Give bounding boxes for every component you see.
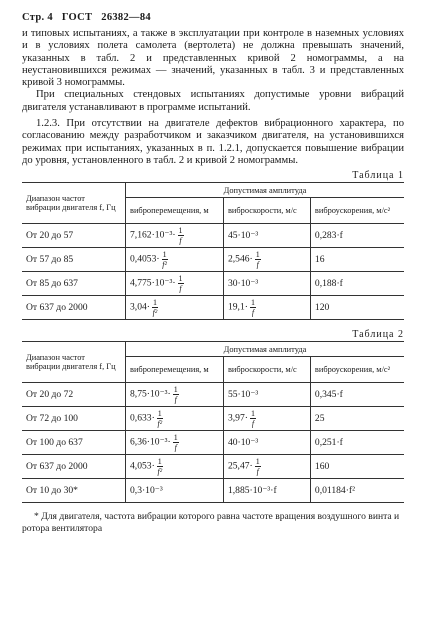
velocity-cell: [223, 479, 310, 503]
paragraph-continuation: и типовых испытаниях, а также в эксплуатации при контроле в наземных условиях и в условиях полета самолета (вертолета) не должна превышать значений, указанных в табл. 2 и представленных кривой 2 номограммы, а на неустановившихся режимах — значений, указанных в табл. 3 и представленных кривой 3 номограммы.: [22, 28, 404, 89]
table2-row: [22, 431, 404, 455]
fraction: $\frac{1}{\text{f²}}$: [152, 298, 158, 318]
displacement-cell: [126, 431, 224, 455]
freq-range-cell: [22, 455, 126, 479]
acceleration-cell-value: 0,01184·f²: [314, 485, 355, 497]
displacement-cell-value: 0,4053·: [130, 253, 160, 265]
acceleration-cell: [310, 272, 404, 296]
acceleration-cell-value: 25: [314, 413, 325, 425]
velocity-cell: [223, 431, 310, 455]
footnote: * Для двигателя, частота вибрации которого равна частоте вращения воздушного винта и ротора вентилятора: [22, 511, 400, 534]
table2-caption: Таблица 2: [352, 329, 404, 341]
acceleration-cell: [310, 455, 404, 479]
fraction: $\frac{1}{f}$: [178, 274, 183, 294]
table-1: [22, 182, 404, 320]
acceleration-cell: [310, 248, 404, 272]
table2-col-range: Диапазон частот вибрации двигателя f, Гц: [22, 342, 126, 383]
acceleration-cell-value: 0,188·f: [314, 278, 343, 290]
gost-number: 26382—84: [101, 12, 151, 23]
freq-range-cell: [22, 383, 126, 407]
velocity-cell: [223, 248, 310, 272]
freq-range-cell-value: От 85 до 637: [26, 278, 78, 290]
table1-caption: Таблица 1: [352, 170, 404, 182]
velocity-cell-value: 40·10⁻³: [227, 437, 259, 449]
displacement-cell-value: 4,053·: [130, 460, 155, 472]
acceleration-cell: [310, 296, 404, 320]
velocity-cell-value: 25,47·: [227, 460, 253, 472]
fraction: $\frac{1}{\text{f²}}$: [157, 457, 163, 477]
displacement-cell-value: 3,04·: [130, 301, 150, 313]
fraction: $\frac{1}{f}$: [250, 298, 255, 318]
gost-label: ГОСТ: [61, 12, 93, 23]
fraction: $\frac{1}{f}$: [173, 433, 178, 453]
freq-range-cell-value: От 637 до 2000: [26, 302, 88, 314]
velocity-cell-value: 2,546·: [227, 253, 253, 265]
displacement-cell: [126, 407, 224, 431]
velocity-cell-value: 3,97·: [227, 412, 248, 424]
freq-range-cell-value: От 20 до 72: [26, 389, 74, 401]
velocity-cell-value: 30·10⁻³: [227, 278, 259, 290]
fraction: $\frac{1}{f}$: [255, 457, 260, 477]
acceleration-cell-value: 0,345·f: [314, 389, 343, 401]
acceleration-cell-value: 0,283·f: [314, 230, 343, 242]
displacement-cell: [126, 455, 224, 479]
velocity-cell-value: 55·10⁻³: [227, 389, 259, 401]
freq-range-cell-value: От 57 до 85: [26, 254, 74, 266]
velocity-cell-value: 1,885·10⁻³·f: [227, 485, 277, 497]
acceleration-cell-value: 120: [314, 302, 330, 314]
velocity-cell: [223, 272, 310, 296]
table2-row: [22, 455, 404, 479]
velocity-cell-value: 19,1·: [227, 301, 248, 313]
acceleration-cell-value: 16: [314, 254, 325, 266]
table1-col-amplitude: Допустимая амплитуда: [126, 183, 405, 198]
displacement-cell-value: 4,775·10⁻³·: [130, 277, 176, 289]
acceleration-cell: [310, 224, 404, 248]
velocity-cell: [223, 407, 310, 431]
acceleration-cell: [310, 383, 404, 407]
page-header: [22, 12, 404, 28]
table1-col-acc: виброускорения, м/с²: [310, 198, 404, 224]
acceleration-cell: [310, 479, 404, 503]
table1-col-disp: виброперемещения, м: [126, 198, 224, 224]
table1-col-vel: виброскорости, м/с: [223, 198, 310, 224]
page-number: Стр. 4: [22, 12, 53, 23]
velocity-cell: [223, 224, 310, 248]
displacement-cell: [126, 248, 224, 272]
table2-col-amplitude: Допустимая амплитуда: [126, 342, 405, 357]
fraction: $\frac{1}{\text{f²}}$: [162, 250, 167, 270]
table1-row: [22, 272, 404, 296]
displacement-cell-value: 7,162·10⁻³·: [130, 229, 176, 241]
fraction: $\frac{1}{f}$: [178, 226, 183, 246]
acceleration-cell-value: 0,251·f: [314, 437, 343, 449]
freq-range-cell: [22, 224, 126, 248]
acceleration-cell: [310, 407, 404, 431]
fraction: $\frac{1}{\text{f²}}$: [157, 409, 163, 429]
freq-range-cell: [22, 479, 126, 503]
displacement-cell: [126, 296, 224, 320]
table-2: [22, 341, 404, 503]
displacement-cell: [126, 272, 224, 296]
paragraph-1-2-3: 1.2.3. При отсутствии на двигателе дефектов вибрационного характера, по согласованию между разработчиком и заказчиком двигателя, на установившихся режимах при испытаниях, указанных в п. 1.2.1, допускается повышение вибрации до уровня, установленного в табл. 2 и кривой 2 номограммы.: [22, 118, 404, 166]
displacement-cell-value: 8,75·10⁻³·: [130, 388, 171, 400]
freq-range-cell-value: От 100 до 637: [26, 437, 83, 449]
freq-range-cell: [22, 407, 126, 431]
table1-row: [22, 296, 404, 320]
displacement-cell-value: 6,36·10⁻³·: [130, 436, 171, 448]
freq-range-cell: [22, 272, 126, 296]
freq-range-cell: [22, 431, 126, 455]
paragraph-special-tests: При специальных стендовых испытаниях допустимые уровни вибраций двигателя устанавливают в программе испытаний.: [22, 89, 404, 113]
table1-col-range: Диапазон частот вибрации двигателя f, Гц: [22, 183, 126, 224]
freq-range-cell-value: От 20 до 57: [26, 230, 74, 242]
document-page: [22, 12, 404, 544]
acceleration-cell: [310, 431, 404, 455]
displacement-cell: [126, 383, 224, 407]
table2-row: [22, 383, 404, 407]
displacement-cell: [126, 224, 224, 248]
velocity-cell: [223, 383, 310, 407]
displacement-cell: [126, 479, 224, 503]
freq-range-cell: [22, 296, 126, 320]
table2-col-acc: виброускорения, м/с²: [310, 357, 404, 383]
velocity-cell-value: 45·10⁻³: [227, 230, 259, 242]
freq-range-cell: [22, 248, 126, 272]
fraction: $\frac{1}{f}$: [250, 409, 255, 429]
acceleration-cell-value: 160: [314, 461, 330, 473]
table1-row: [22, 248, 404, 272]
velocity-cell: [223, 455, 310, 479]
freq-range-cell-value: От 10 до 30*: [26, 485, 78, 497]
fraction: $\frac{1}{f}$: [173, 385, 178, 405]
velocity-cell: [223, 296, 310, 320]
freq-range-cell-value: От 72 до 100: [26, 413, 78, 425]
table2-row: [22, 479, 404, 503]
table1-row: [22, 224, 404, 248]
displacement-cell-value: 0,633·: [130, 412, 155, 424]
freq-range-cell-value: От 637 до 2000: [26, 461, 88, 473]
table2-row: [22, 407, 404, 431]
table2-col-vel: виброскорости, м/с: [223, 357, 310, 383]
fraction: $\frac{1}{f}$: [255, 250, 260, 270]
displacement-cell-value: 0,3·10⁻³: [130, 485, 163, 497]
table2-col-disp: виброперемещения, м: [126, 357, 224, 383]
